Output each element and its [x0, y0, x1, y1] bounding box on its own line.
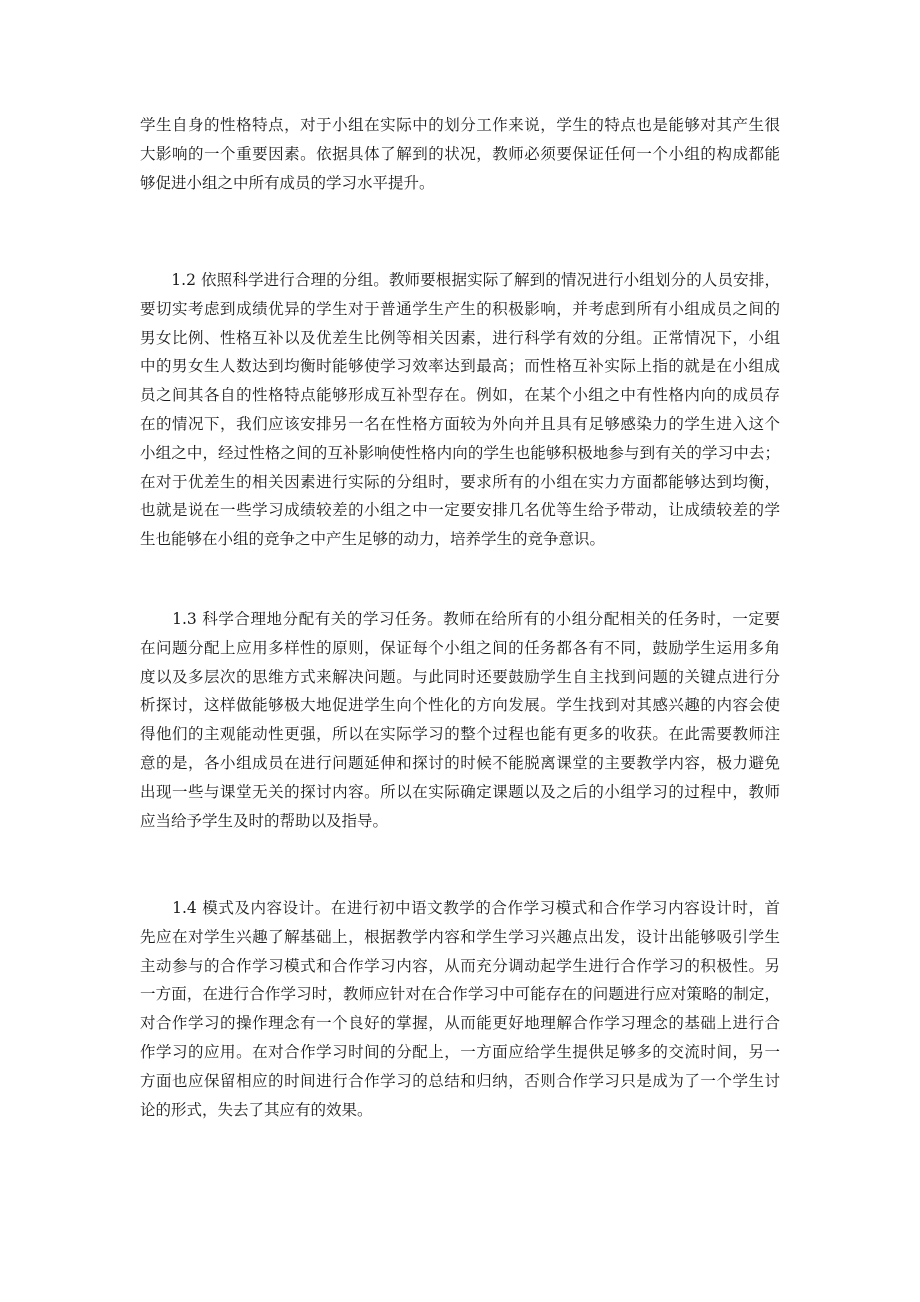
text-line: 析探讨，这样做能够极大地促进学生向个性化的方向发展。学生找到对其感兴趣的内容会使 — [140, 696, 780, 715]
text-line: 男女比例、性格互补以及优差生比例等相关因素，进行科学有效的分组。正常情况下，小组 — [140, 328, 780, 347]
text-line: 要切实考虑到成绩优异的学生对于普通学生产生的积极影响，并考虑到所有小组成员之间的 — [140, 299, 780, 318]
text-line: 1.4 模式及内容设计。在进行初中语文教学的合作学习模式和合作学习内容设计时，首 — [140, 899, 780, 917]
text-line: 大影响的一个重要因素。依据具体了解到的状况，教师必须要保证任何一个小组的构成都能 — [140, 144, 780, 163]
text-line: 方面也应保留相应的时间进行合作学习的总结和归纳，否则合作学习只是成为了一个学生讨 — [140, 1071, 780, 1090]
text-line: 在对于优差生的相关因素进行实际的分组时，要求所有的小组在实力方面都能够达到均衡， — [140, 472, 780, 491]
text-line: 一方面，在进行合作学习时，教师应针对在合作学习中可能存在的问题进行应对策略的制定， — [140, 985, 780, 1004]
text-line: 意的是，各小组成员在进行问题延伸和探讨的时候不能脱离课堂的主要教学内容，极力避免 — [140, 753, 780, 772]
paragraph-intro — [140, 111, 780, 197]
text-line: 1.3 科学合理地分配有关的学习任务。教师在给所有的小组分配相关的任务时，一定要 — [140, 610, 780, 628]
paragraph-section-1-3 — [140, 605, 780, 835]
text-line: 论的形式，失去了其应有的效果。 — [140, 1100, 373, 1119]
text-line: 也就是说在一些学习成绩较差的小组之中一定要安排几名优等生给予带动，让成绩较差的学 — [140, 501, 780, 520]
text-line: 1.2 依照科学进行合理的分组。教师要根据实际了解到的情况进行小组划分的人员安排， — [140, 271, 780, 289]
text-line: 生也能够在小组的竞争之中产生足够的动力，培养学生的竞争意识。 — [140, 530, 606, 549]
text-line: 出现一些与课堂无关的探讨内容。所以在实际确定课题以及之后的小组学习的过程中，教师 — [140, 782, 780, 801]
text-line: 度以及多层次的思维方式来解决问题。与此同时还要鼓励学生自主找到问题的关键点进行分 — [140, 667, 780, 686]
text-line: 先应在对学生兴趣了解基础上，根据教学内容和学生学习兴趣点出发，设计出能够吸引学生 — [140, 927, 780, 946]
paragraph-section-1-2 — [140, 266, 780, 554]
text-line: 在的情况下，我们应该安排另一名在性格方面较为外向并且具有足够感染力的学生进入这个 — [140, 414, 780, 433]
text-line: 小组之中，经过性格之间的互补影响使性格内向的学生也能够积极地参与到有关的学习中去； — [140, 443, 780, 462]
text-line: 主动参与的合作学习模式和合作学习内容，从而充分调动起学生进行合作学习的积极性。另 — [140, 956, 780, 975]
text-line: 在问题分配上应用多样性的原则，保证每个小组之间的任务都各有不同，鼓励学生运用多角 — [140, 638, 780, 657]
text-line: 作学习的应用。在对合作学习时间的分配上，一方面应给学生提供足够多的交流时间，另一 — [140, 1042, 780, 1061]
text-line: 员之间其各自的性格特点能够形成互补型存在。例如，在某个小组之中有性格内向的成员存 — [140, 386, 780, 405]
text-line: 中的男女生人数达到均衡时能够使学习效率达到最高；而性格互补实际上指的就是在小组成 — [140, 357, 780, 376]
text-line: 应当给予学生及时的帮助以及指导。 — [140, 811, 389, 830]
text-line: 学生自身的性格特点，对于小组在实际中的划分工作来说，学生的特点也是能够对其产生很 — [140, 116, 780, 134]
text-line: 得他们的主观能动性更强，所以在实际学习的整个过程也能有更多的收获。在此需要教师注 — [140, 725, 780, 744]
paragraph-section-1-4 — [140, 894, 780, 1124]
text-line: 够促进小组之中所有成员的学习水平提升。 — [140, 173, 435, 192]
text-line: 对合作学习的操作理念有一个良好的掌握，从而能更好地理解合作学习理念的基础上进行合 — [140, 1014, 780, 1033]
